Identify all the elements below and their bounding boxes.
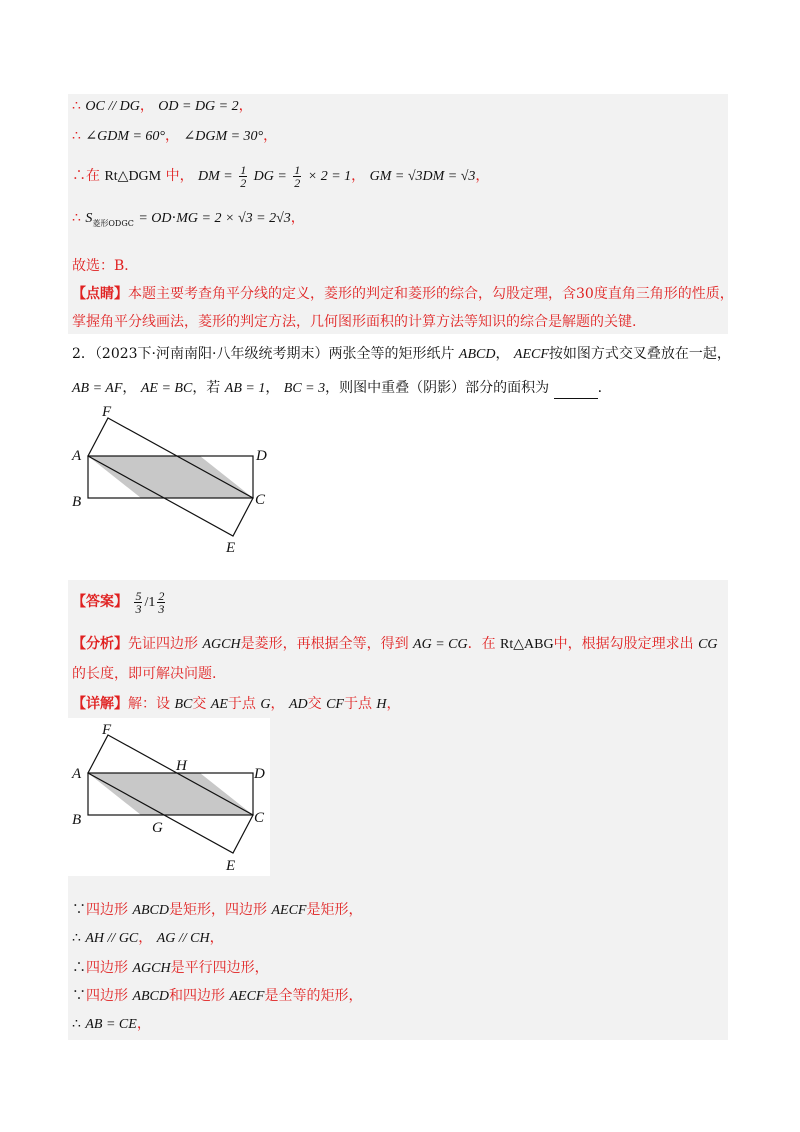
label-F: F — [102, 404, 112, 420]
label-D: D — [256, 448, 267, 464]
answer-choice-line: 故选：B． — [72, 258, 139, 274]
question-2-line-2: AB = AF， AE = BC，若 AB = 1， BC = 3，则图中重叠（阴影）部分的面积为 . — [72, 378, 602, 399]
shaded-overlap-region — [88, 456, 253, 498]
solution-line-3: ∴在 Rt△DGM 中， DM = $\frac{1}{2}$ DG = $\frac{1}{2}$ × 2 = 1， GM = √3DM = √3， — [72, 162, 490, 190]
proof-line-1: ∵四边形 ABCD是矩形，四边形 AECF是矩形， — [72, 902, 363, 918]
solution-line-4: ∴ $S_{菱形ODGC} = OD\cdot MG = 2 \times √3 = 2√3$， — [72, 210, 305, 228]
solution-line-2: ∴ ∠GDM = 60°， ∠DGM = 30°， — [72, 128, 278, 144]
label-E: E — [226, 858, 236, 874]
label-B: B — [72, 812, 82, 828]
label-A: A — [72, 448, 82, 464]
label-E: E — [226, 540, 236, 556]
analysis-line-2: 的长度，即可解决问题. — [72, 666, 217, 682]
figure-rectangles-overlap — [66, 402, 286, 558]
proof-line-3: ∴四边形 AGCH是平行四边形， — [72, 960, 269, 976]
comment-line-1: 【点睛】本题主要考查角平分线的定义，菱形的判定和菱形的综合，勾股定理，含30度直角三角形的性质， — [72, 286, 734, 302]
label-C: C — [255, 492, 266, 508]
label-H: H — [176, 758, 187, 774]
label-A: A — [72, 766, 82, 782]
proof-line-5: ∴ AB = CE， — [72, 1016, 151, 1032]
label-B: B — [72, 494, 82, 510]
answer-line: 【答案】 $\frac{5}{3}$ /1 $\frac{2}{3}$ — [72, 588, 165, 616]
proof-line-4: ∵四边形 ABCD和四边形 AECF是全等的矩形， — [72, 988, 363, 1004]
label-D: D — [254, 766, 265, 782]
analysis-line-1: 【分析】先证四边形 AGCH是菱形，再根据全等，得到 AG = CG．在 Rt△ABG中，根据勾股定理求出 CG — [72, 636, 718, 652]
figure-rectangles-labeled — [66, 718, 270, 876]
label-G: G — [152, 820, 163, 836]
proof-line-2: ∴ AH // GC， AG // CH， — [72, 930, 224, 946]
label-C: C — [254, 810, 265, 826]
comment-line-2: 掌握角平分线画法，菱形的判定方法，几何图形面积的计算方法等知识的综合是解题的关键. — [72, 314, 637, 330]
answer-blank — [554, 384, 598, 399]
solution-line-1: ∴ OC // DG， OD = DG = 2， — [72, 98, 253, 114]
label-F: F — [102, 722, 112, 738]
question-2-line-1: 2．（2023下·河南南阳·八年级统考期末）两张全等的矩形纸片 ABCD， AECF按如图方式交叉叠放在一起， — [72, 346, 731, 362]
detail-line: 【详解】解：设 BC交 AE于点 G， AD交 CF于点 H， — [72, 696, 401, 712]
